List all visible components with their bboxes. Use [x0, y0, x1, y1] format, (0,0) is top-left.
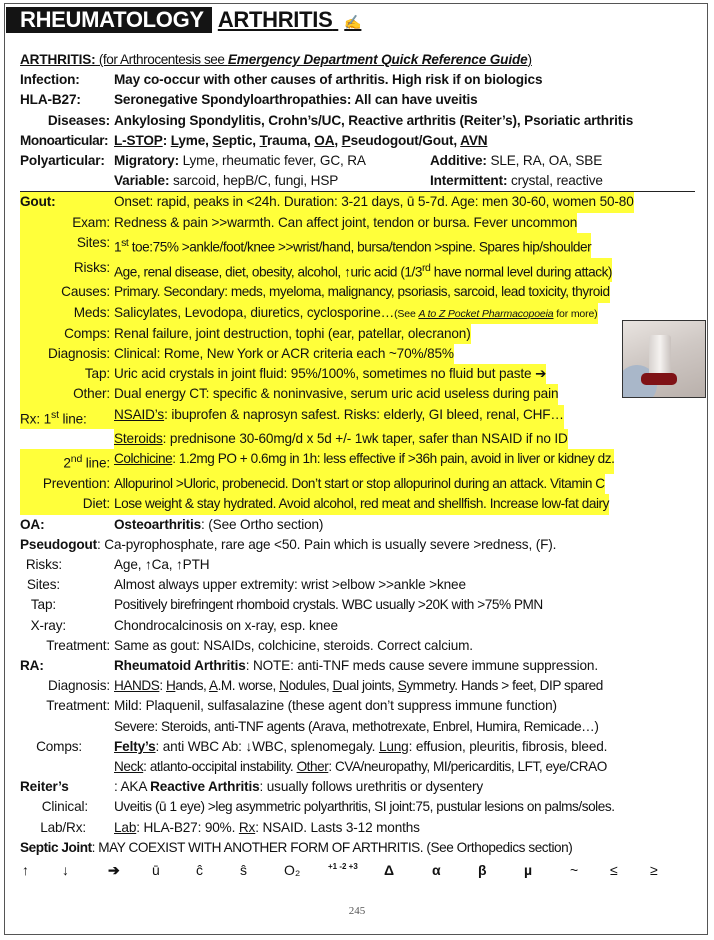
reiters-row: Reiter’s : AKA Reactive Arthritis: usually follows urethritis or dysentery	[20, 779, 484, 795]
up-arrow-icon: ↑	[344, 264, 351, 280]
symbol-c-hat: ĉ	[196, 862, 203, 879]
ra-diagnosis-row: Diagnosis: HANDS: Hands, A.M. worse, Nodules, Dual joints, Symmetry. Hands > feet, DIP spared	[48, 678, 603, 694]
diseases-row: Diseases: Ankylosing Spondylitis, Crohn’s/UC, Reactive arthritis (Reiter’s), Psoriatic arthritis	[47, 112, 634, 128]
ra-neck-row: Neck: atlanto-occipital instability. Other: CVA/neuropathy, MI/pericarditis, LFT, eye/CRAO	[114, 759, 607, 775]
symbol-charges: +1 -2 +3	[328, 862, 358, 872]
page-title: ARTHRITIS ✍	[217, 7, 362, 32]
ra-treatment-row: Treatment: Mild: Plaquenil, sulfasalazine (these agent don’t suppress immune function)	[46, 698, 557, 714]
symbol-legend	[20, 862, 695, 879]
symbol-alpha: α	[432, 862, 441, 879]
page-header	[6, 7, 361, 33]
gout-other-row: Other: Dual energy CT: specific & noninvasive, serum uric acid useless during pain	[20, 384, 695, 404]
oa-row: OA: Osteoarthritis: (See Ortho section)	[20, 516, 324, 532]
down-arrow-icon: ↓	[62, 862, 69, 879]
gout-diet-row: Diet: Lose weight & stay hydrated. Avoid alcohol, red meat and shellfish. Increase low-fat dairy	[20, 494, 695, 514]
reiters-lab-row: Lab/Rx: Lab: HLA-B27: 90%. Rx: NSAID. Lasts 3-12 months	[40, 819, 420, 835]
gout-onset-row: Gout: Onset: rapid, peaks in <24h. Duration: 3-21 days, ū 5-7d. Age: men 30-60, women 50-80	[20, 192, 695, 212]
up-arrow-icon: ↑	[145, 557, 152, 572]
intro-row: ARTHRITIS: (for Arthrocentesis see Emergency Department Quick Reference Guide)	[20, 52, 532, 67]
up-arrow-icon: ↑	[176, 557, 183, 572]
pseudogout-row: Pseudogout: Ca-pyrophosphate, rare age <50. Pain which is usually severe >redness, (F).	[20, 536, 557, 552]
up-arrow-icon: ↑	[22, 862, 29, 879]
content	[20, 50, 695, 879]
symbol-o2: O₂	[284, 862, 301, 879]
pseudogout-xray-row: X-ray: Chondrocalcinosis on x-ray, esp. knee	[30, 617, 338, 633]
polyarticular-row-2: Variable: sarcoid, hepB/C, fungi, HSP Intermittent: crystal, reactive	[20, 171, 695, 192]
symbol-delta: Δ	[384, 862, 395, 879]
gout-diagnosis-row: Diagnosis: Clinical: Rome, New York or ACR criteria each ~70%/85%	[20, 344, 695, 364]
gout-rx2-row: 2nd line: Colchicine: 1.2mg PO + 0.6mg in 1h: less effective if >36h pain, avoid in liver or kidney dz.	[20, 449, 695, 474]
symbol-lte: ≤	[610, 862, 618, 879]
gout-rx1-row: Rx: 1st line: NSAID’s: ibuprofen & naprosyn safest. Risks: elderly, GI bleed, renal, CHF…	[20, 405, 695, 430]
ra-row: RA: Rheumatoid Arthritis: NOTE: anti-TNF meds cause severe immune suppression.	[20, 658, 598, 674]
symbol-s-hat: ŝ	[240, 862, 247, 879]
ra-comps-row: Comps: Felty’s: anti WBC Ab: ↓WBC, splenomegaly. Lung: effusion, pleuritis, fibrosis, bleed.	[36, 738, 608, 754]
pen-icon: ✍	[344, 14, 362, 30]
symbol-mu: µ	[524, 862, 533, 879]
pseudogout-treatment-row: Treatment: Same as gout: NSAIDs, colchicine, steroids. Correct calcium.	[46, 637, 473, 653]
polyarticular-row-1: Polyarticular: Migratory: Lyme, rheumatic fever, GC, RA Additive: SLE, RA, OA, SBE	[20, 153, 603, 169]
gout-risks-row: Risks: Age, renal disease, diet, obesity, alcohol, ↑uric acid (1/3rd have normal level during attack)	[20, 258, 695, 283]
hla-row: HLA-B27: Seronegative Spondyloarthropathies: All can have uveitis	[20, 92, 478, 108]
pseudogout-risks-row: Risks: Age, ↑Ca, ↑PTH	[25, 557, 210, 572]
reiters-clinical-row: Clinical: Uveitis (ū 1 eye) >leg asymmetric polyarthritis, SI joint:75, pustular lesions on palms/soles.	[41, 799, 615, 815]
page-number: 245	[348, 905, 366, 917]
gout-meds-row: Meds: Salicylates, Levodopa, diuretics, cyclosporine…(See A to Z Pocket Pharmacopoeia for more)	[20, 303, 695, 324]
pseudogout-sites-row: Sites: Almost always upper extremity: wrist >elbow >>ankle >knee	[26, 577, 466, 593]
section-title: RHEUMATOLOGY	[6, 7, 212, 33]
symbol-u-bar: ū	[152, 862, 160, 879]
infection-row: Infection: May co-occur with other causes of arthritis. High risk if on biologics	[20, 72, 543, 88]
symbol-beta: β	[478, 862, 487, 879]
septic-joint-row: Septic Joint: MAY COEXIST WITH ANOTHER FORM OF ARTHRITIS. (See Orthopedics section)	[20, 839, 573, 855]
gout-causes-row: Causes: Primary. Secondary: meds, myeloma, malignancy, psoriasis, sarcoid, lead toxicity, thyroid	[20, 282, 695, 302]
gout-steroids-row: Steroids: prednisone 30-60mg/d x 5d +/- 1wk taper, safer than NSAID if no ID	[20, 429, 695, 449]
gout-comps-row: Comps: Renal failure, joint destruction, tophi (ear, patellar, olecranon)	[20, 324, 695, 344]
pseudogout-tap-row: Tap: Positively birefringent rhomboid crystals. WBC usually >20K with >75% PMN	[30, 597, 543, 613]
symbol-gte: ≥	[650, 862, 658, 879]
down-arrow-icon: ↓	[245, 738, 253, 754]
gout-sites-row: Sites: 1st toe:75% >ankle/foot/knee >>wrist/hand, bursa/tendon >spine. Spares hip/shoulder	[20, 233, 695, 258]
right-arrow-icon: ➔	[108, 862, 120, 879]
monoarticular-row: Monoarticular: L-STOP: Lyme, Septic, Trauma, OA, Pseudogout/Gout, AVN	[20, 132, 488, 148]
gout-prevention-row: Prevention: Allopurinol >Uloric, probenecid. Don’t start or stop allopurinol during an attack. Vitamin C	[20, 474, 695, 494]
gout-tap-row: Tap: Uric acid crystals in joint fluid: 95%/100%, sometimes no fluid but paste ➔	[20, 364, 695, 384]
gout-exam-row: Exam: Redness & pain >>warmth. Can affect joint, tendon or bursa. Fever uncommon	[20, 213, 695, 233]
symbol-tilde: ~	[570, 862, 579, 879]
ra-treatment-severe-row: Severe: Steroids, anti-TNF agents (Arava, methotrexate, Enbrel, Humira, Remicade…)	[114, 718, 599, 734]
